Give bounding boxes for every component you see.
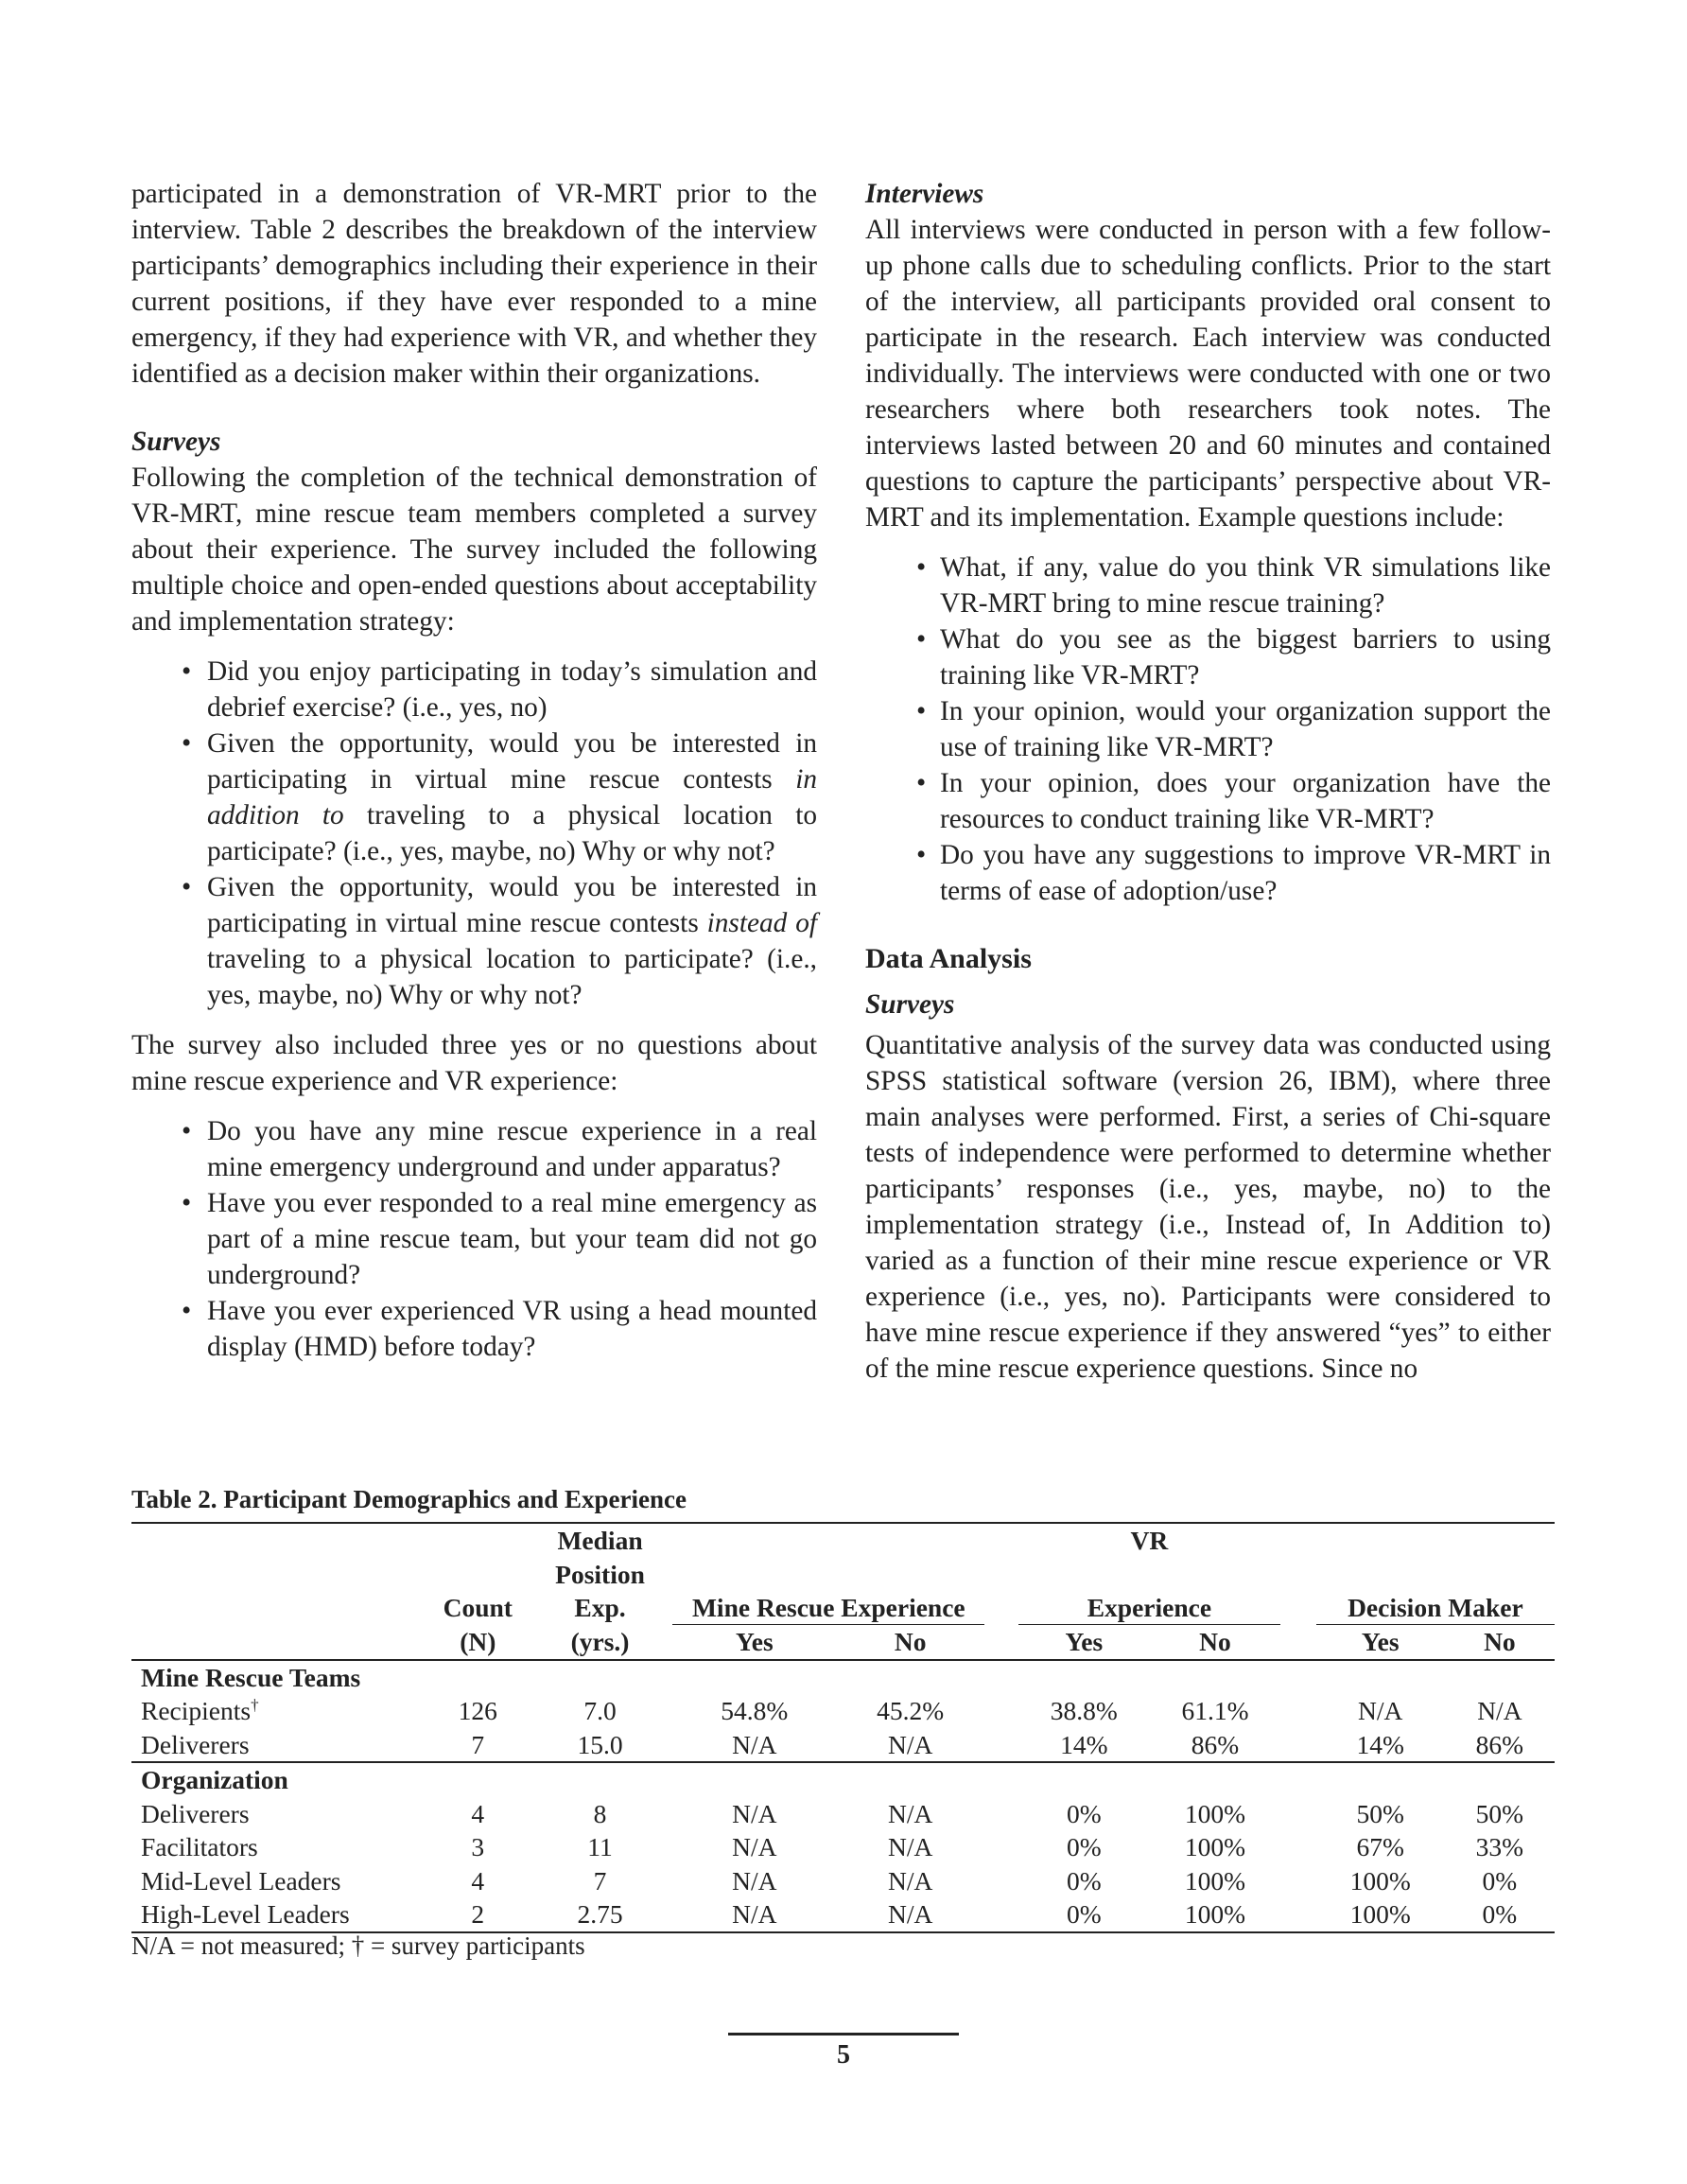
interview-question-list — [865, 550, 1551, 909]
list-item: • Do you have any mine rescue experience in a real mine emergency underground and under apparatus? — [131, 1113, 817, 1185]
table-caption: Table 2. Participant Demographics and Experience — [131, 1485, 687, 1513]
surveys-paragraph: Following the completion of the technical demonstration of VR-MRT, mine rescue team members completed a survey about their experience. The survey included the following multiple choice and open-ended questions about acceptability and implementation strategy: — [131, 463, 817, 637]
list-item: • Did you enjoy participating in today’s simulation and debrief exercise? (i.e., yes, no) — [131, 654, 817, 725]
list-item: • Do you have any suggestions to improve VR-MRT in terms of ease of adoption/use? — [865, 837, 1551, 909]
header-median-unit: (yrs.) — [528, 1625, 673, 1660]
header-median: Median — [528, 1523, 673, 1558]
header-decision-maker: Decision Maker — [1316, 1558, 1555, 1625]
surveys-subheading: Surveys — [865, 989, 955, 1020]
list-item: • Have you ever experienced VR using a head mounted display (HMD) before today? — [131, 1293, 817, 1365]
header-mine-rescue: Mine Rescue Experience — [672, 1558, 984, 1625]
header-vr: VR — [1018, 1523, 1280, 1558]
yesno-paragraph: The survey also included three yes or no questions about mine rescue experience and VR experience: — [131, 1030, 817, 1096]
header-vr-no: No — [1150, 1625, 1280, 1660]
header-mr-yes: Yes — [672, 1625, 836, 1660]
demographics-table — [131, 1522, 1555, 1933]
left-column — [131, 176, 817, 1365]
header-mr-no: No — [836, 1625, 984, 1660]
yesno-question-list — [131, 1113, 817, 1365]
group-mine-rescue-teams: Mine Rescue Teams — [141, 1662, 361, 1692]
table-row: Facilitators 3 11 N/A N/A 0% 100% 67% 33% — [141, 1832, 1524, 1861]
page-number: 5 — [837, 2040, 850, 2070]
header-count: Count — [443, 1593, 513, 1622]
table-row: Mid-Level Leaders 4 7 N/A N/A 0% 100% 100% 0% — [141, 1865, 1518, 1896]
table-row: Recipients† 126 7.0 54.8% 45.2% 38.8% 61.1% N/A N/A — [141, 1695, 1522, 1725]
header-dm-yes: Yes — [1316, 1625, 1445, 1660]
interviews-paragraph: All interviews were conducted in person with a few follow-up phone calls due to scheduling conflicts. Prior to the start of the interview, all participants provided oral consent to participate in the research. Each interview was conducted individually. The interviews were conducted with one or two researchers where both researchers took notes. The interviews lasted between 20 and 60 minutes and contained questions to capture the participants’ perspective about VR-MRT and its implementation. Example questions include: — [865, 215, 1551, 533]
surveys-heading: Surveys — [131, 427, 221, 457]
interviews-heading: Interviews — [865, 179, 984, 209]
list-item: • In your opinion, would your organization support the use of training like VR-MRT? — [865, 693, 1551, 765]
table-note: N/A = not measured; † = survey participants — [131, 1931, 585, 1960]
analysis-paragraph: Quantitative analysis of the survey data was conducted using SPSS statistical software (version 26, IBM), where three main analyses were performed. First, a series of Chi-square tests of independence were performed to determine whether participants’ responses (i.e., yes, maybe, no) to the implementation strategy (i.e., Instead of, In Addition to) varied as a function of their mine rescue experience or VR experience (i.e., yes, no). Participants were considered to have mine rescue experience if they answered “yes” to either of the mine rescue experience questions. Since no — [865, 1030, 1551, 1384]
list-item: • In your opinion, does your organization have the resources to conduct training like VR-MRT? — [865, 765, 1551, 837]
header-count-unit: (N) — [428, 1625, 528, 1660]
list-item: • What, if any, value do you think VR simulations like VR-MRT bring to mine rescue training? — [865, 550, 1551, 621]
table-row: High-Level Leaders 2 2.75 N/A N/A 0% 100% 100% 0% — [131, 1897, 1555, 1932]
group-organization: Organization — [141, 1765, 288, 1794]
list-item: • Given the opportunity, would you be interested in participating in virtual mine rescue contests instead of traveling to a physical location to participate? (i.e., yes, maybe, no) Why or why not? — [131, 869, 817, 1013]
list-item: • Given the opportunity, would you be interested in participating in virtual mine rescue contests in addition to traveling to a physical location to participate? (i.e., yes, maybe, no) Why or why not? — [131, 725, 817, 869]
header-vr-yes: Yes — [1018, 1625, 1150, 1660]
list-item: • What do you see as the biggest barriers to using training like VR-MRT? — [865, 621, 1551, 693]
header-dm-no: No — [1445, 1625, 1555, 1660]
table-row: Deliverers 4 8 N/A N/A 0% 100% 50% 50% — [141, 1798, 1524, 1828]
footer-rule — [728, 2033, 959, 2035]
header-position-exp: Position Exp. — [555, 1559, 645, 1622]
header-vr-experience: Experience — [1018, 1558, 1280, 1625]
intro-paragraph: participated in a demonstration of VR-MRT prior to the interview. Table 2 describes the breakdown of the interview participants’ demographics including their experience in their current positions, if they have ever responded to a mine emergency, if they had experience with VR, and whether they identified as a decision maker within their organizations. — [131, 179, 817, 389]
survey-question-list — [131, 654, 817, 1013]
table-row: Deliverers 7 15.0 N/A N/A 14% 86% 14% 86% — [131, 1728, 1555, 1763]
data-analysis-heading: Data Analysis — [865, 943, 1032, 974]
list-item: • Have you ever responded to a real mine emergency as part of a mine rescue team, but your team did not go underground? — [131, 1185, 817, 1293]
right-column — [865, 176, 1551, 1387]
